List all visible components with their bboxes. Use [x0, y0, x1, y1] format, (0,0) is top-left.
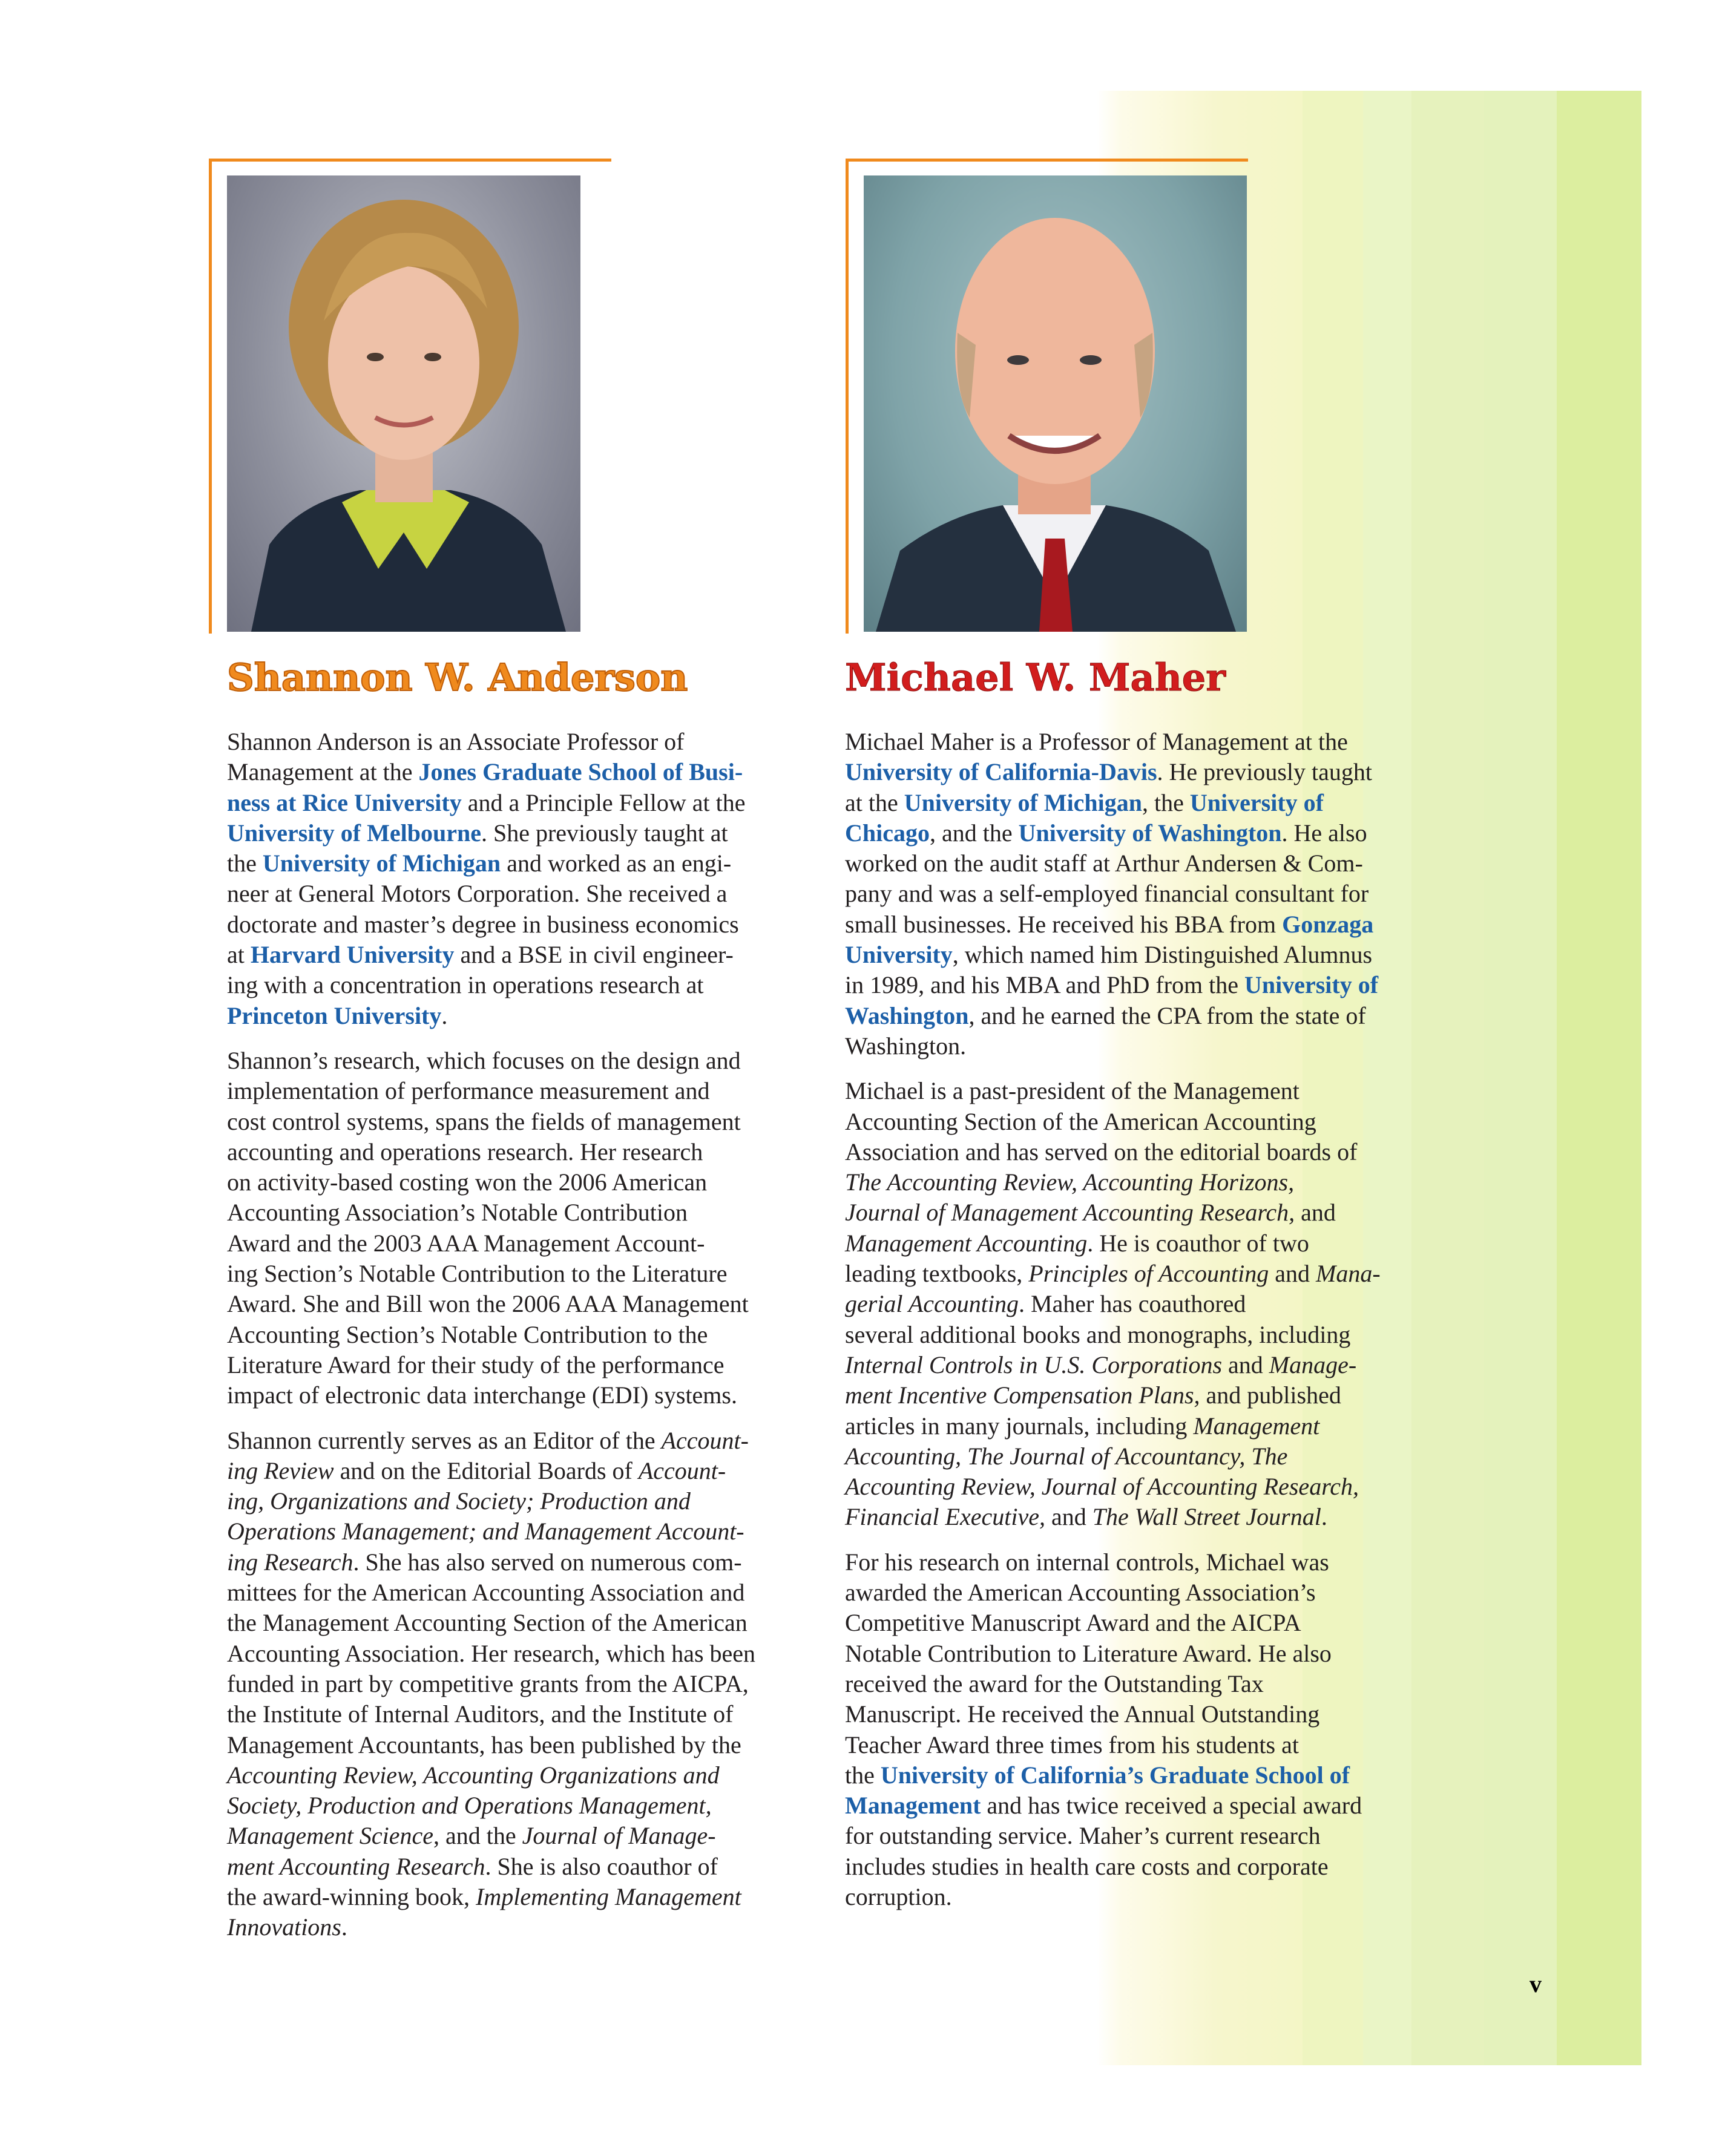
bio-line: the Institute of Internal Auditors, and the Institute of — [227, 1700, 734, 1728]
bio-line — [227, 1486, 832, 1516]
publication-title: ment Accounting Research — [227, 1852, 485, 1880]
publication-title: ing, Organizations and Society; Production and — [227, 1487, 691, 1515]
bio-line: cost control systems, spans the fields of management — [227, 1107, 741, 1135]
publication-title: Accounting Review, Accounting Organizations and — [227, 1761, 720, 1789]
publication-title: ing Research — [227, 1548, 353, 1576]
bio-line: at Harvard University and a BSE in civil engineer- — [227, 941, 734, 969]
bio-line — [845, 1441, 1462, 1472]
bio-line: Internal Controls in U.S. Corporations and Manage- — [845, 1351, 1357, 1378]
publication-title: The Wall Street Journal — [1092, 1503, 1321, 1531]
institution-name: University of Michigan — [262, 850, 501, 877]
bio-line: Financial Executive, and The Wall Street Journal. — [845, 1503, 1327, 1531]
bio-line: the University of Michigan and worked as an engi- — [227, 850, 732, 877]
bio-line: in 1989, and his MBA and PhD from the University of — [845, 971, 1379, 999]
bio-line: Accounting Association’s Notable Contribution — [227, 1199, 688, 1227]
bio-line: for outstanding service. Maher’s current research — [845, 1822, 1321, 1850]
institution-name: University of California-Davis — [845, 758, 1157, 786]
bio-line: University of California-Davis. He previously taught — [845, 758, 1373, 786]
institution-name: University of — [1244, 971, 1379, 999]
publication-title: ment Incentive Compensation Plans, — [845, 1381, 1200, 1409]
publication-title: Account- — [638, 1456, 726, 1484]
maher-bio-paragraph-2 — [845, 1076, 1462, 1532]
bio-line: Michael is a past-president of the Management — [845, 1077, 1300, 1105]
institution-name: ness at Rice University — [227, 788, 462, 816]
bio-line: Award. She and Bill won the 2006 AAA Management — [227, 1290, 749, 1318]
bio-line: University of Melbourne. She previously taught at — [227, 819, 728, 847]
bio-line: Teacher Award three times from his students at — [845, 1731, 1299, 1758]
bio-line — [845, 1472, 1462, 1502]
publication-title: Accounting, The Journal of Accountancy, The — [845, 1442, 1288, 1470]
publication-title: Society, Production and Operations Management, — [227, 1792, 712, 1820]
institution-name: Harvard University — [250, 941, 455, 969]
bio-line: ing Review and on the Editorial Boards of Account- — [227, 1456, 726, 1484]
bio-line: received the award for the Outstanding Tax — [845, 1669, 1264, 1697]
bio-line: Washington. — [845, 1032, 967, 1060]
anderson-name-heading: Shannon W. Anderson — [227, 655, 688, 700]
publication-title: Implementing Management — [476, 1882, 741, 1910]
bio-line: implementation of performance measurement and — [227, 1077, 710, 1105]
bio-line: ing Research. She has also served on numerous com- — [227, 1548, 742, 1576]
bio-line: neer at General Motors Corporation. She received a — [227, 880, 728, 908]
bio-line: corruption. — [845, 1882, 952, 1910]
publication-title: Financial Executive, — [845, 1503, 1045, 1531]
anderson-bio-paragraph-3 — [227, 1426, 832, 1943]
bio-line: Michael Maher is a Professor of Management at the — [845, 728, 1348, 755]
bio-line: small businesses. He received his BBA from Gonzaga — [845, 910, 1374, 938]
institution-name: Gonzaga — [1282, 910, 1374, 938]
publication-title: Journal of Manage- — [522, 1822, 716, 1850]
institution-name: University of Michigan — [904, 788, 1143, 816]
publication-title: Internal Controls in U.S. Corporations — [845, 1351, 1223, 1378]
bio-line: pany and was a self-employed financial consultant for — [845, 880, 1369, 908]
institution-name: University of Washington — [1018, 819, 1282, 847]
publication-title: Journal of Management Accounting Research, — [845, 1199, 1295, 1227]
bio-line: Notable Contribution to Literature Award. He also — [845, 1639, 1332, 1667]
bio-line: Management at the Jones Graduate School of Busi- — [227, 758, 743, 786]
bio-line: the award-winning book, Implementing Management — [227, 1882, 741, 1910]
bio-line: Chicago, and the University of Washington. He also — [845, 819, 1367, 847]
bio-line: Award and the 2003 AAA Management Account- — [227, 1229, 705, 1257]
publication-title: Management — [1193, 1412, 1320, 1440]
maher-bio — [845, 727, 1462, 1927]
anderson-bio-paragraph-2 — [227, 1046, 832, 1411]
maher-bio-paragraph-3 — [845, 1547, 1462, 1913]
institution-name: Chicago — [845, 819, 930, 847]
institution-name: University of California’s Graduate School of — [880, 1761, 1350, 1789]
anderson-portrait-photo — [227, 175, 580, 632]
bio-line: gerial Accounting. Maher has coauthored — [845, 1290, 1246, 1318]
institution-name: University of Melbourne — [227, 819, 481, 847]
bio-line: funded in part by competitive grants from the AICPA, — [227, 1669, 749, 1697]
bio-line — [227, 1760, 832, 1791]
bio-line — [227, 1516, 832, 1547]
bio-line: For his research on internal controls, Michael was — [845, 1548, 1329, 1576]
bio-line: Shannon’s research, which focuses on the design and — [227, 1046, 741, 1074]
bio-line: the University of California’s Graduate School of — [845, 1761, 1350, 1789]
anderson-portrait-image — [227, 175, 580, 632]
bio-line: ment Incentive Compensation Plans, and published — [845, 1381, 1341, 1409]
bio-line: Manuscript. He received the Annual Outstanding — [845, 1700, 1320, 1728]
bio-line: Princeton University. — [227, 1001, 448, 1029]
bio-line — [845, 1167, 1462, 1198]
bio-line: Management Science, and the Journal of Manage- — [227, 1822, 716, 1850]
bio-line: impact of electronic data interchange (EDI) systems. — [227, 1381, 737, 1409]
anderson-bio — [227, 727, 832, 1958]
publication-title: The Accounting Review, Accounting Horizons, — [845, 1168, 1295, 1196]
anderson-bio-paragraph-1 — [227, 727, 832, 1031]
bio-line: Journal of Management Accounting Research, and — [845, 1199, 1336, 1227]
maher-name-heading: Michael W. Maher — [845, 655, 1226, 700]
bio-line: Literature Award for their study of the performance — [227, 1351, 724, 1378]
bio-line: ing with a concentration in operations research at — [227, 971, 704, 999]
bio-line: articles in many journals, including Management — [845, 1412, 1320, 1440]
publication-title: ing Review — [227, 1456, 334, 1484]
bio-line: Management and has twice received a special award — [845, 1792, 1362, 1820]
bio-line: ing Section’s Notable Contribution to the Literature — [227, 1260, 728, 1288]
bio-line: accounting and operations research. Her research — [227, 1138, 703, 1165]
publication-title: Mana- — [1316, 1260, 1381, 1288]
bio-line: doctorate and master’s degree in business economics — [227, 910, 739, 938]
bio-line: on activity-based costing won the 2006 American — [227, 1168, 708, 1196]
maher-portrait-image — [864, 175, 1247, 632]
bio-line: Shannon currently serves as an Editor of the Account- — [227, 1426, 749, 1454]
institution-name: Princeton University — [227, 1001, 442, 1029]
bio-line: Shannon Anderson is an Associate Professor of — [227, 728, 685, 755]
publication-title: Principles of Accounting — [1028, 1260, 1269, 1288]
publication-title: Account- — [661, 1426, 749, 1454]
bio-line: Competitive Manuscript Award and the AICPA — [845, 1609, 1301, 1637]
institution-name: Management — [845, 1792, 981, 1820]
maher-portrait-photo — [864, 175, 1247, 632]
institution-name: Jones Graduate School of Busi- — [418, 758, 743, 786]
publication-title: Management Science — [227, 1822, 433, 1850]
bio-line: Accounting Section’s Notable Contribution to the — [227, 1320, 708, 1348]
publication-title: Management Accounting — [845, 1229, 1088, 1257]
bio-line: awarded the American Accounting Association’s — [845, 1579, 1316, 1607]
publication-title: gerial Accounting — [845, 1290, 1019, 1318]
bio-line: includes studies in health care costs and corporate — [845, 1852, 1329, 1880]
institution-name: University — [845, 941, 953, 969]
bio-line: worked on the audit staff at Arthur Andersen & Com- — [845, 850, 1363, 877]
publication-title: Accounting Review, Journal of Accounting Research, — [845, 1473, 1359, 1501]
bio-line: Association and has served on the editorial boards of — [845, 1138, 1358, 1165]
bio-line: Management Accountants, has been published by the — [227, 1731, 741, 1758]
publication-title: Innovations — [227, 1913, 341, 1941]
publication-title: Operations Management; and Management Account- — [227, 1518, 744, 1545]
bio-line: Management Accounting. He is coauthor of two — [845, 1229, 1309, 1257]
bio-line — [227, 1791, 832, 1821]
publication-title: Manage- — [1269, 1351, 1357, 1378]
institution-name: University of — [1189, 788, 1324, 816]
bio-line: at the University of Michigan, the University of — [845, 788, 1324, 816]
bio-line: Accounting Section of the American Accounting — [845, 1107, 1316, 1135]
bio-line: leading textbooks, Principles of Accounting and Mana- — [845, 1260, 1381, 1288]
bio-line: Washington, and he earned the CPA from the state of — [845, 1001, 1366, 1029]
bio-line: Accounting Association. Her research, which has been — [227, 1639, 756, 1667]
institution-name: Washington — [845, 1001, 969, 1029]
bio-line: the Management Accounting Section of the American — [227, 1609, 748, 1637]
bio-line: mittees for the American Accounting Association and — [227, 1579, 745, 1607]
bio-line: several additional books and monographs, including — [845, 1320, 1351, 1348]
page-number: v — [1530, 1970, 1542, 1997]
bio-line: ness at Rice University and a Principle Fellow at the — [227, 788, 746, 816]
bio-line: University, which named him Distinguished Alumnus — [845, 941, 1373, 969]
bio-line: ment Accounting Research. She is also coauthor of — [227, 1852, 718, 1880]
bio-line: Innovations. — [227, 1913, 347, 1941]
maher-bio-paragraph-1 — [845, 727, 1462, 1061]
